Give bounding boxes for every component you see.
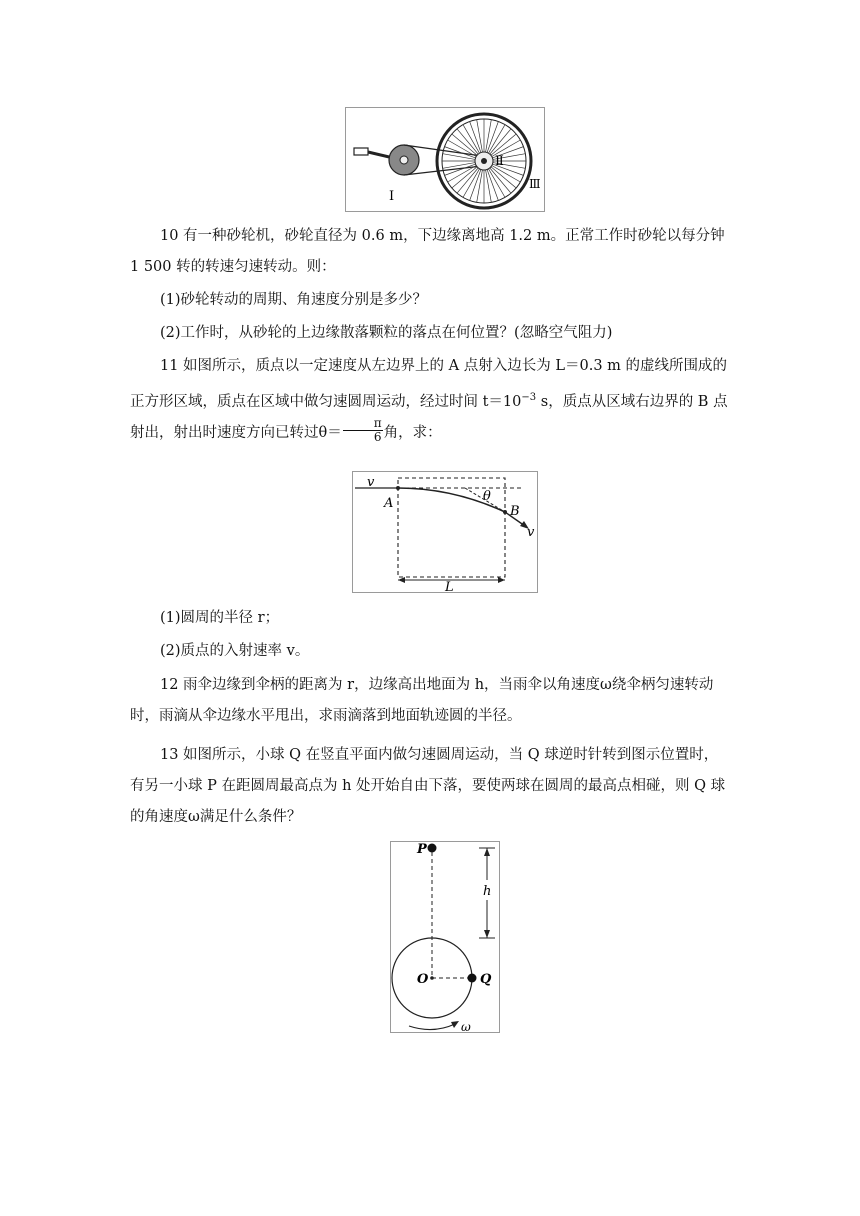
wheel-spoke (486, 170, 492, 202)
wheel-spoke (487, 169, 498, 200)
wheel-spoke (477, 170, 483, 202)
wheel-spoke (486, 120, 492, 152)
label-A: A (384, 496, 394, 511)
q11-exponent: −3 (521, 392, 537, 403)
wheel-spoke (470, 169, 481, 200)
q12-stem: 12 雨伞边缘到伞柄的距离为 r，边缘高出地面为 h，当雨伞以角速度ω绕伞柄匀速转动时，雨滴从伞边缘水平甩出，求雨滴落到地面轨迹圆的半径。 (130, 677, 714, 724)
q13-stem: 13 如图所示，小球 Q 在竖直平面内做匀速圆周运动，当 Q 球逆时针转到图示位置时，有另一小球 P 在距圆周最高点为 h 处开始自由下落，要使两球在圆周的最高点相碰，则 Q 球的角速度ω满足什么条件？ (130, 747, 726, 825)
q10-stem: 10 有一种砂轮机，砂轮直径为 0.6 m，下边缘离地高 1.2 m。正常工作时砂轮以每分钟 1 500 转的转速匀速转动。则： (130, 228, 725, 275)
label-P: P (417, 842, 427, 857)
label-I: Ⅰ (389, 189, 395, 204)
label-L: L (445, 580, 454, 592)
wheel-spoke (487, 122, 498, 153)
q11-stem-a: 11 如图所示，质点以一定速度从左边界上的 A 点射入边长为 L＝0.3 m 的虚线所围成的正方形区域，质点在区域中做匀速圆周运动，经过时间 t＝10 (130, 358, 728, 410)
q10-sub2: (2)工作时，从砂轮的上边缘散落颗粒的落点在何位置？(忽略空气阻力) (160, 325, 613, 341)
label-Q: Q (480, 972, 492, 987)
q11-sub2: (2)质点的入射速率 v。 (160, 643, 310, 659)
figure-bicycle-wheel (345, 107, 545, 212)
wheel-spoke (477, 120, 483, 152)
q11-stem (130, 351, 730, 449)
q11-stem-b: s，质点从区域右边界的 B 点射出，射出时速度方向已转过θ＝ (130, 393, 728, 441)
label-v-out: v (527, 525, 535, 540)
label-II: Ⅱ (495, 154, 504, 169)
label-omega: ω (461, 1020, 471, 1032)
label-v-in: v (367, 475, 375, 490)
figure-square-region (352, 471, 538, 593)
q11-sub1: (1)圆周的半径 r； (160, 610, 280, 626)
figure-circle-fall (390, 841, 500, 1033)
wheel-spoke (470, 122, 481, 153)
wheel-spoke (445, 147, 476, 158)
label-theta: θ (483, 489, 491, 504)
label-O: O (417, 972, 429, 987)
q11-stem-c: 角，求： (383, 424, 442, 441)
label-B: B (510, 504, 520, 519)
label-III: Ⅲ (529, 177, 541, 191)
q11-fraction: $\frac{\pi}{6}$ (343, 417, 383, 444)
label-h: h (483, 884, 492, 899)
q10-sub1: (1)砂轮转动的周期、角速度分别是多少？ (160, 292, 428, 308)
